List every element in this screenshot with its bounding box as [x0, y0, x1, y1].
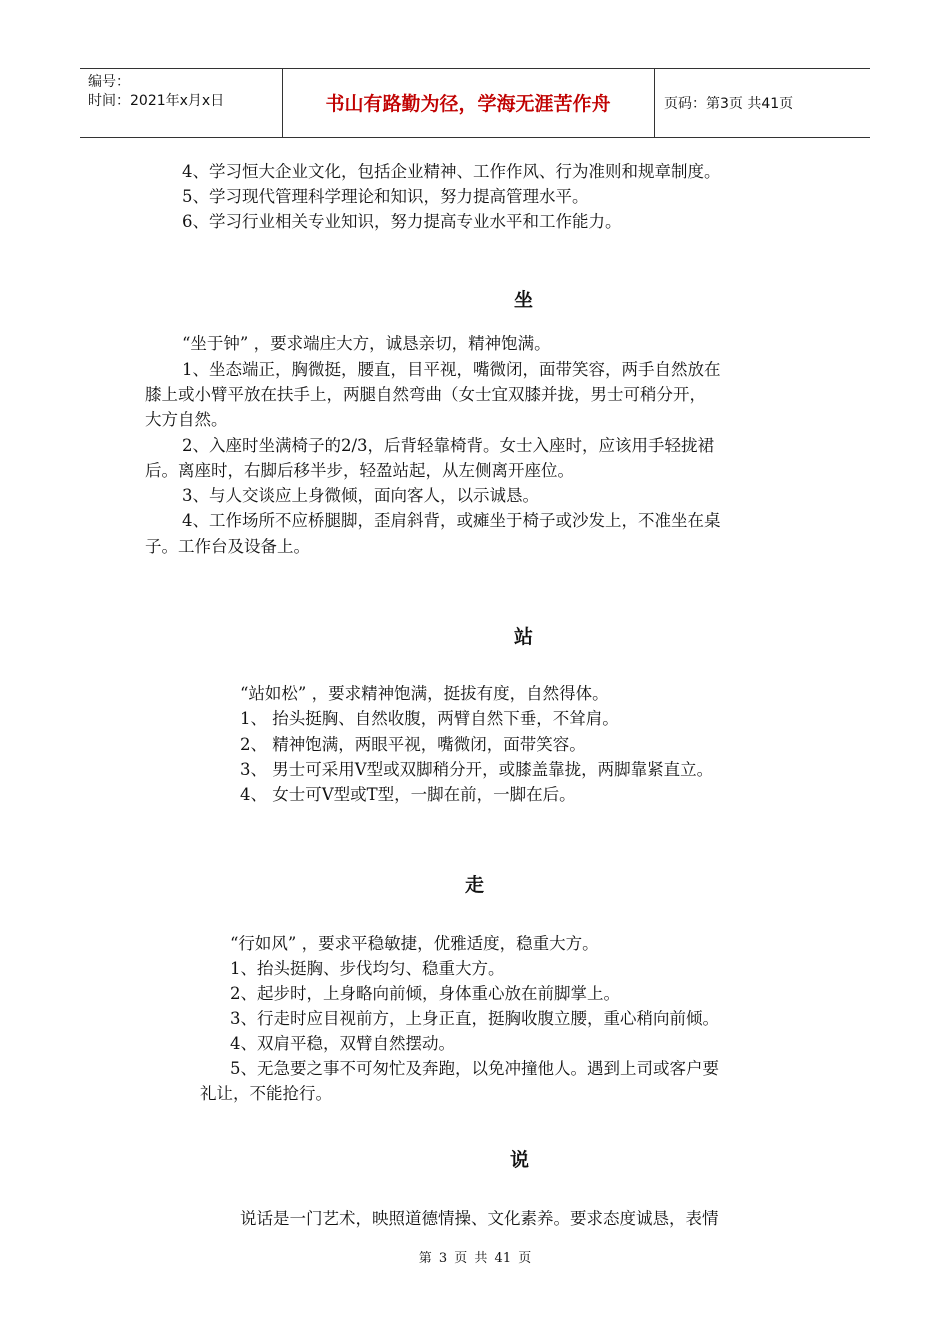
section-heading-speak: 说: [510, 1149, 530, 1171]
header-page-info: 页码：第3页 共41页: [664, 96, 794, 112]
section-heading-walk: 走: [465, 874, 485, 896]
header-meta: [88, 73, 224, 111]
section-heading-sit: 坐: [514, 289, 534, 311]
paragraph-line: 膝上或小臂平放在扶手上，两腿自然弯曲（女士宜双膝并拢，男士可稍分开，: [145, 385, 706, 404]
document-date: 时间：2021年x月x日: [88, 93, 225, 109]
paragraph-line: 1、 抬头挺胸、自然收腹，两臂自然下垂，不耸肩。: [240, 709, 619, 728]
paragraph-line: 4、工作场所不应桥腿脚，歪肩斜背，或瘫坐于椅子或沙发上，不准坐在桌: [182, 511, 721, 530]
page-footer: 第 3 页 共 41 页: [418, 1251, 532, 1266]
section-heading-stand: 站: [514, 626, 534, 648]
paragraph-line: 5、学习现代管理科学理论和知识，努力提高管理水平。: [182, 187, 589, 206]
paragraph-line: 子。工作台及设备上。: [145, 537, 310, 556]
paragraph-line: 说话是一门艺术，映照道德情操、文化素养。要求态度诚恳，表情: [240, 1209, 719, 1228]
paragraph-line: 4、学习恒大企业文化，包括企业精神、工作作风、行为准则和规章制度。: [182, 162, 721, 181]
page-header: [80, 68, 870, 138]
paragraph-line: 3、与人交谈应上身微倾，面向客人，以示诚恳。: [182, 486, 539, 505]
paragraph-line: 4、双肩平稳，双臂自然摆动。: [230, 1034, 455, 1053]
paragraph-line: “站如松” ，要求精神饱满，挺拔有度，自然得体。: [240, 684, 609, 703]
paragraph-line: 3、行走时应目视前方，上身正直，挺胸收腹立腰，重心稍向前倾。: [230, 1009, 719, 1028]
paragraph-line: 大方自然。: [145, 410, 228, 429]
paragraph-line: 后。离座时，右脚后移半步，轻盈站起，从左侧离开座位。: [145, 461, 574, 480]
paragraph-line: 1、抬头挺胸、步伐均匀、稳重大方。: [230, 959, 505, 978]
paragraph-line: 6、学习行业相关专业知识，努力提高专业水平和工作能力。: [182, 212, 622, 231]
paragraph-line: 1、坐态端正，胸微挺，腰直，目平视，嘴微闭，面带笑容，两手自然放在: [182, 360, 721, 379]
header-divider: [654, 69, 655, 137]
paragraph-line: 礼让，不能抢行。: [200, 1084, 332, 1103]
document-number-label: 编号：: [88, 74, 130, 90]
paragraph-line: 2、入座时坐满椅子的2/3，后背轻靠椅背。女士入座时，应该用手轻拢裙: [182, 436, 715, 455]
paragraph-line: 2、起步时，上身略向前倾，身体重心放在前脚掌上。: [230, 984, 620, 1003]
paragraph-line: 3、 男士可采用V型或双脚稍分开，或膝盖靠拢，两脚靠紧直立。: [240, 760, 714, 779]
paragraph-line: “坐于钟” ，要求端庄大方，诚恳亲切，精神饱满。: [182, 334, 551, 353]
paragraph-line: “行如风” ，要求平稳敏捷，优雅适度，稳重大方。: [230, 934, 599, 953]
header-motto: 书山有路勤为径，学海无涯苦作舟: [325, 93, 611, 115]
paragraph-line: 2、 精神饱满，两眼平视，嘴微闭，面带笑容。: [240, 735, 586, 754]
paragraph-line: 4、 女士可V型或T型，一脚在前，一脚在后。: [240, 785, 576, 804]
paragraph-line: 5、无急要之事不可匆忙及奔跑，以免冲撞他人。遇到上司或客户要: [230, 1059, 719, 1078]
